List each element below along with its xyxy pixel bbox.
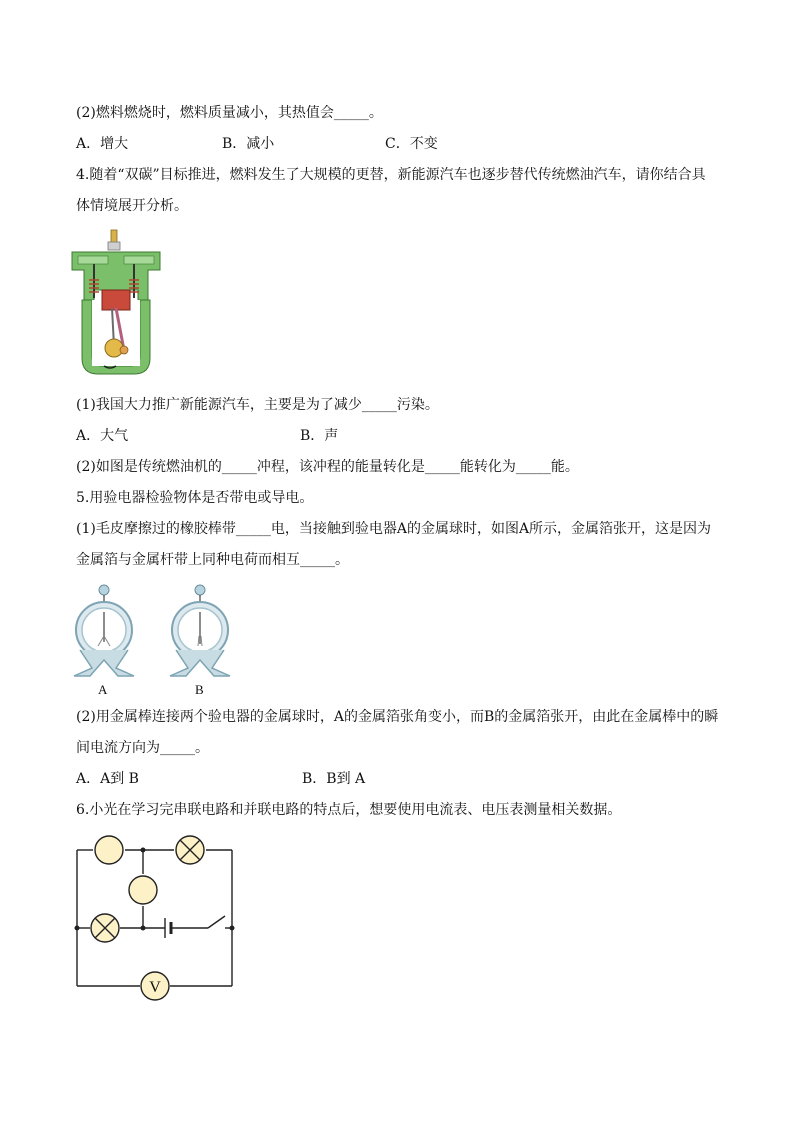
q5-part1-line2: 金属箔与金属杆带上同种电荷而相互_____。: [76, 552, 349, 568]
q4-part1-text: (1)我国大力推广新能源汽车，主要是为了减少_____污染。: [76, 397, 439, 413]
q5-stem: 5.用验电器检验物体是否带电或导电。: [76, 490, 314, 506]
q4-part2-text: (2)如图是传统燃油机的_____冲程，该冲程的能量转化是_____能转化为_____能。: [76, 459, 579, 475]
q3-option-b: B．减小: [222, 136, 275, 152]
q4-stem-line1: 4.随着“双碳”目标推进，燃料发生了大规模的更替，新能源汽车也逐步替代传统燃油汽车，请你结合具: [76, 167, 706, 183]
engine-diagram: [68, 228, 168, 378]
q4-option-a: A．大气: [76, 428, 129, 444]
q4-option-b: B．声: [300, 428, 339, 444]
q6-stem: 6.小光在学习完串联电路和并联电路的特点后，想要使用电流表、电压表测量相关数据。: [76, 802, 622, 818]
circuit-diagram: [70, 836, 240, 996]
q5-part1-line1: (1)毛皮摩擦过的橡胶棒带_____电，当接触到验电器A的金属球时，如图A所示，金属箔张开，这是因为: [76, 521, 712, 537]
q3-option-a: A．增大: [76, 136, 129, 152]
q5-option-a: A．A到 B: [76, 771, 139, 787]
q3-option-c: C．不变: [385, 136, 438, 152]
electroscope-b-label: B: [195, 682, 204, 697]
electroscope-b: [166, 580, 236, 680]
electroscope-a: [70, 580, 140, 680]
q4-stem-line2: 体情境展开分析。: [76, 198, 188, 214]
q3-part2-text: (2)燃料燃烧时，燃料质量减小，其热值会_____。: [76, 105, 383, 121]
q5-part2-line1: (2)用金属棒连接两个验电器的金属球时，A的金属箔张角变小，而B的金属箔张开，由此在金属棒中的瞬: [76, 709, 719, 725]
q5-part2-line2: 间电流方向为_____。: [76, 740, 209, 756]
electroscope-a-label: A: [98, 682, 108, 697]
q5-option-b: B．B到 A: [302, 771, 366, 787]
voltmeter-symbol: V: [149, 979, 161, 996]
